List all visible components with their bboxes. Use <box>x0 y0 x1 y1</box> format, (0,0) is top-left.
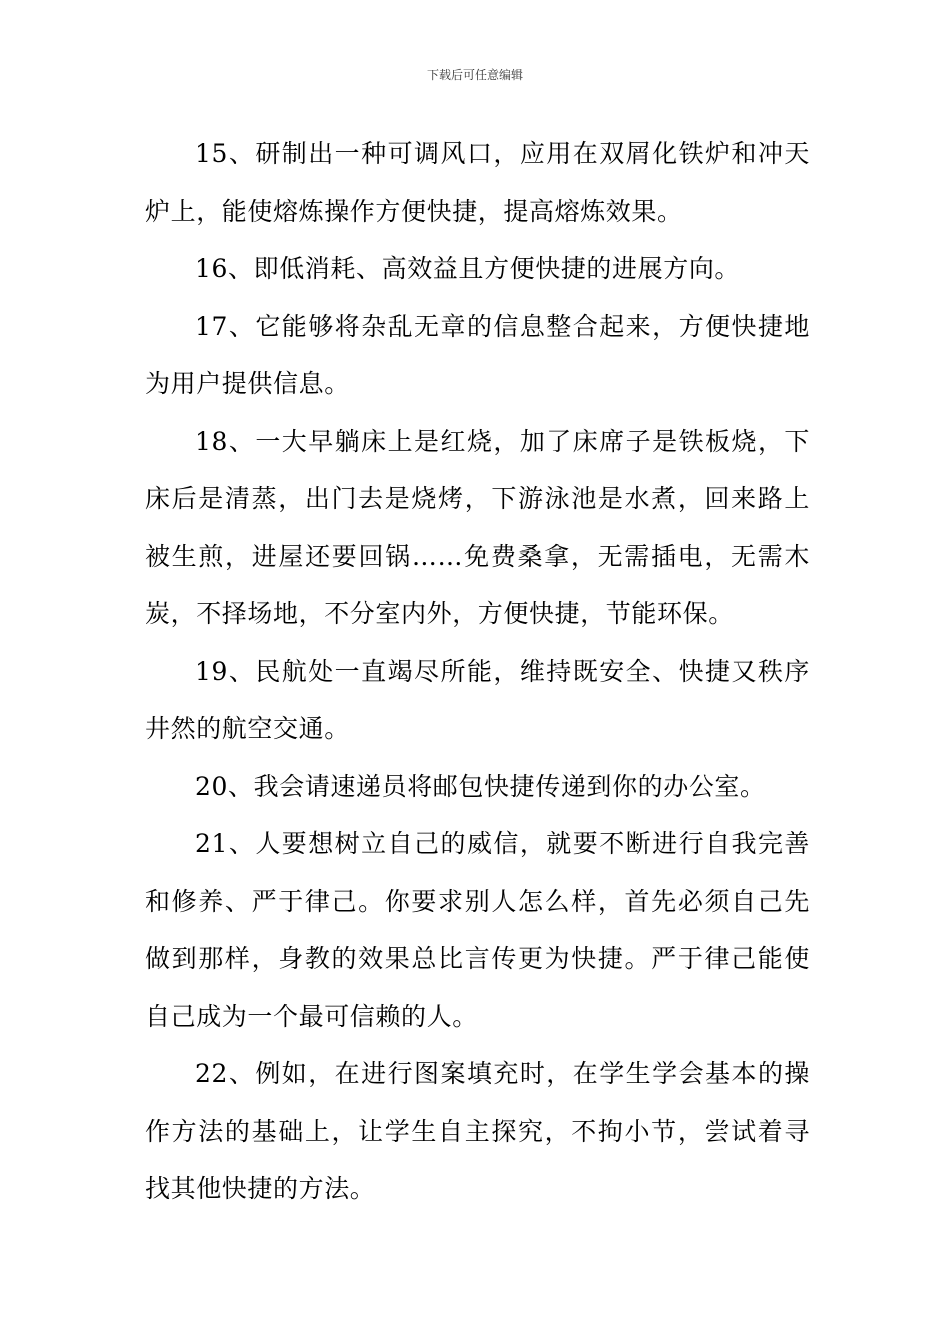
paragraph-19: 19、民航处一直竭尽所能，维持既安全、快捷又秩序井然的航空交通。 <box>145 656 810 743</box>
paragraph-20: 20、我会请速递员将邮包快捷传递到你的办公室。 <box>195 771 766 801</box>
paragraph-17: 17、它能够将杂乱无章的信息整合起来，方便快捷地为用户提供信息。 <box>145 311 810 398</box>
paragraph-18: 18、一大早躺床上是红烧，加了床席子是铁板烧，下床后是清蒸，出门去是烧烤，下游泳池是水煮，回来路上被生煎，进屋还要回锅……免费桑拿，无需插电，无需木炭，不择场地，不分室内外，方便快捷，节能环保。 <box>145 426 810 628</box>
page-header: 下载后可任意编辑 <box>426 68 523 82</box>
paragraph-22: 22、例如，在进行图案填充时，在学生学会基本的操作方法的基础上，让学生自主探究，不拘小节，尝试着寻找其他快捷的方法。 <box>145 1059 810 1203</box>
document-body <box>145 125 810 1218</box>
paragraph-21: 21、人要想树立自己的威信，就要不断进行自我完善和修养、严于律己。你要求别人怎么样，首先必须自己先做到那样，身教的效果总比言传更为快捷。严于律己能使自己成为一个最可信赖的人。 <box>145 829 810 1031</box>
paragraph-15: 15、研制出一种可调风口，应用在双屑化铁炉和冲天炉上，能使熔炼操作方便快捷，提高熔炼效果。 <box>145 139 810 226</box>
paragraph-16: 16、即低消耗、高效益且方便快捷的进展方向。 <box>195 254 741 283</box>
